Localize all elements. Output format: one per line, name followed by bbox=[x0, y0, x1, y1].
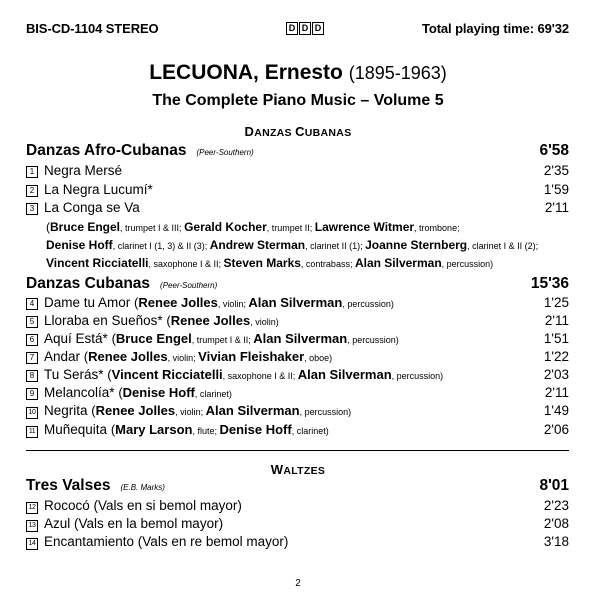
track-row bbox=[26, 497, 569, 515]
catalog-number: BIS-CD-1104 STEREO bbox=[26, 21, 159, 36]
work-publisher: (Peer-Southern) bbox=[160, 281, 218, 290]
track-title: Dame tu Amor bbox=[44, 295, 131, 310]
track-performers: (Vincent Ricciatelli, saxophone I & II; Alan Silverman, percussion) bbox=[107, 367, 444, 382]
track-number: 10 bbox=[26, 407, 38, 419]
total-playing-time: Total playing time: 69'32 bbox=[421, 21, 569, 36]
track-title: La Negra Lucumí* bbox=[44, 182, 153, 197]
track-row bbox=[26, 162, 569, 180]
track-duration: 1'51 bbox=[543, 331, 569, 346]
work-duration: 8'01 bbox=[539, 477, 569, 494]
track-duration: 1'22 bbox=[543, 349, 569, 364]
track-row bbox=[26, 312, 569, 331]
track-title: Encantamiento (Vals en re bemol mayor) bbox=[44, 534, 289, 549]
track-title: Negrita bbox=[44, 403, 88, 418]
section-divider bbox=[26, 450, 569, 451]
work-duration: 15'36 bbox=[530, 275, 569, 292]
track-number: 9 bbox=[26, 388, 38, 400]
track-row bbox=[26, 402, 569, 421]
work-title: Danzas Cubanas bbox=[26, 275, 151, 292]
track-duration: 1'59 bbox=[543, 182, 569, 197]
track-title: Lloraba en Sueños* bbox=[44, 313, 163, 328]
track-title: Melancolía* bbox=[44, 385, 115, 400]
track-row bbox=[26, 181, 569, 199]
track-number: 11 bbox=[26, 426, 38, 438]
track-number: 4 bbox=[26, 298, 38, 310]
track-number: 5 bbox=[26, 316, 38, 328]
ddd-badge bbox=[286, 22, 324, 35]
composer-years: (1895-1963) bbox=[348, 63, 447, 83]
composer-heading bbox=[0, 61, 596, 85]
work-publisher: (Peer-Southern) bbox=[196, 148, 254, 157]
work-tres-valses bbox=[26, 477, 569, 495]
track-number: 3 bbox=[26, 203, 38, 215]
track-row bbox=[26, 294, 569, 313]
track-number: 6 bbox=[26, 334, 38, 346]
track-number: 13 bbox=[26, 520, 38, 532]
track-title: Aquí Está* bbox=[44, 331, 108, 346]
track-performers: (Bruce Engel, trumpet I & II; Alan Silverman, percussion) bbox=[111, 331, 399, 346]
track-duration: 2'11 bbox=[544, 200, 569, 215]
track-performers: (Mary Larson, flute; Denise Hoff, clarinet) bbox=[110, 422, 329, 437]
track-title: La Conga se Va bbox=[44, 200, 140, 215]
track-number: 7 bbox=[26, 352, 38, 364]
section-heading-waltzes: WALTZES bbox=[270, 462, 326, 477]
track-row bbox=[26, 384, 569, 403]
track-number: 8 bbox=[26, 370, 38, 382]
track-row bbox=[26, 199, 569, 217]
credits-line: (Bruce Engel, trumpet I & III; Gerald Kocher, trumpet II; Lawrence Witmer, trombone; bbox=[46, 220, 460, 234]
work-danzas-afro-cubanas bbox=[26, 142, 569, 160]
track-duration: 2'35 bbox=[543, 163, 569, 178]
track-performers: (Renee Jolles, violin; Alan Silverman, percussion) bbox=[134, 295, 394, 310]
track-row bbox=[26, 366, 569, 385]
track-performers: (Renee Jolles, violin; Alan Silverman, percussion) bbox=[91, 403, 352, 418]
work-duration: 6'58 bbox=[539, 142, 569, 159]
track-title: Muñequita bbox=[44, 422, 108, 437]
credits-line: Vincent Ricciatelli, saxophone I & II; Steven Marks, contrabass; Alan Silverman, percussion) bbox=[46, 256, 494, 270]
track-performers: (Denise Hoff, clarinet) bbox=[118, 385, 232, 400]
section-heading-danzas-cubanas: DANZAS CUBANAS bbox=[244, 124, 352, 139]
album-subtitle: The Complete Piano Music – Volume 5 bbox=[152, 92, 444, 109]
track-title: Azul (Vals en la bemol mayor) bbox=[44, 516, 224, 531]
ddd-letter: D bbox=[286, 22, 298, 35]
work-publisher: (E.B. Marks) bbox=[120, 483, 165, 492]
track-performers: (Renee Jolles, violin) bbox=[166, 313, 279, 328]
track-performers: (Renee Jolles, violin; Vivian Fleishaker, oboe) bbox=[83, 349, 333, 364]
track-number: 1 bbox=[26, 166, 38, 178]
track-duration: 2'11 bbox=[544, 313, 569, 328]
page-number: 2 bbox=[295, 578, 301, 589]
track-title: Rococó (Vals en si bemol mayor) bbox=[44, 498, 242, 513]
track-duration: 3'18 bbox=[543, 534, 569, 549]
track-duration: 2'06 bbox=[543, 422, 569, 437]
track-duration: 2'23 bbox=[543, 498, 569, 513]
ddd-letter: D bbox=[312, 22, 324, 35]
track-row bbox=[26, 421, 569, 440]
track-row bbox=[26, 348, 569, 367]
track-number: 2 bbox=[26, 185, 38, 197]
track-number: 14 bbox=[26, 538, 38, 550]
track-row bbox=[26, 330, 569, 349]
track-number: 12 bbox=[26, 502, 38, 514]
track-duration: 2'03 bbox=[543, 367, 569, 382]
work-title: Danzas Afro-Cubanas bbox=[26, 142, 187, 159]
work-danzas-cubanas bbox=[26, 275, 569, 293]
track-row bbox=[26, 515, 569, 533]
track-title: Andar bbox=[44, 349, 81, 364]
track-duration: 1'25 bbox=[543, 295, 569, 310]
track-duration: 2'08 bbox=[543, 516, 569, 531]
track-title: Negra Mersé bbox=[44, 163, 123, 178]
credits-line: Denise Hoff, clarinet I (1, 3) & II (3); Andrew Sterman, clarinet II (1); Joanne Sternberg, clarinet I & II (2); bbox=[46, 238, 539, 252]
ddd-letter: D bbox=[299, 22, 311, 35]
composer-name: LECUONA, Ernesto bbox=[149, 61, 343, 84]
work-title: Tres Valses bbox=[26, 477, 111, 494]
track-row bbox=[26, 533, 569, 551]
track-title: Tu Serás* bbox=[44, 367, 104, 382]
track-duration: 2'11 bbox=[544, 385, 569, 400]
track-duration: 1'49 bbox=[543, 403, 569, 418]
